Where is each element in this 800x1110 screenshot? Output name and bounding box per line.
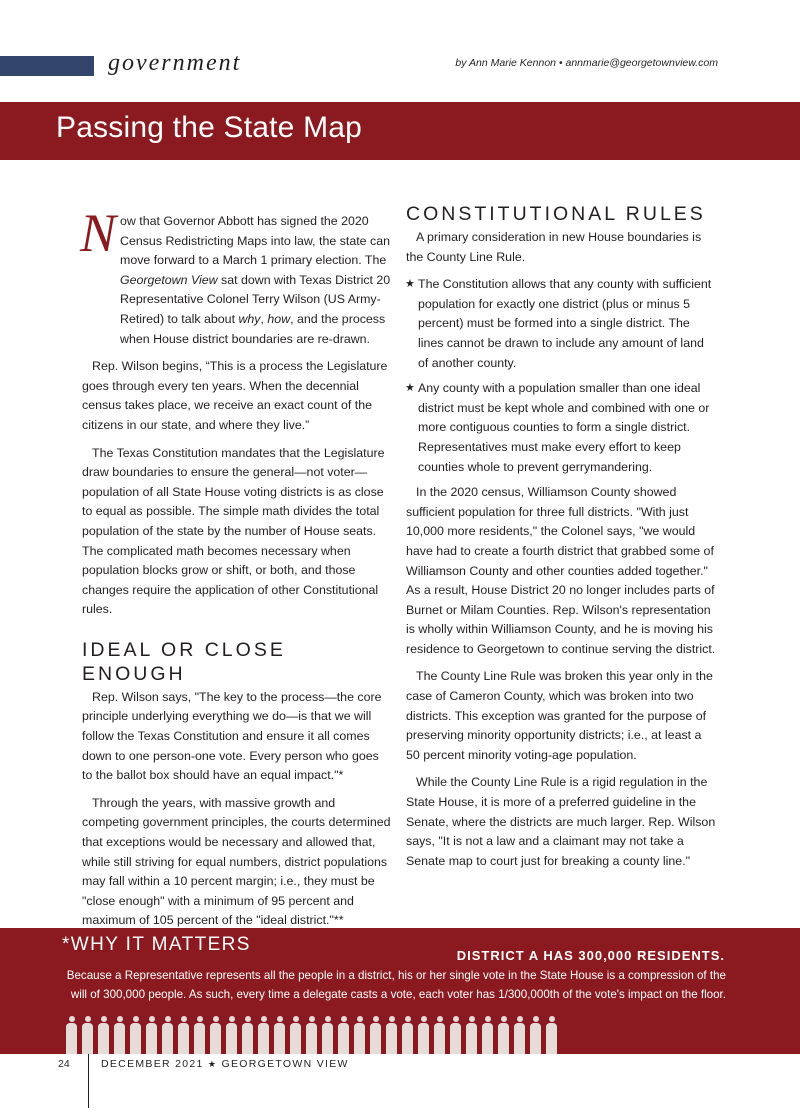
senate-paragraph: While the County Line Rule is a rigid regulation in the State House, it is more of a preferred guideline in the Senate, where the districts are much larger. Rep. Wilson says, "It is not a law and a claimant may not take a Senate map to court just for breaking a county line.": [406, 775, 716, 868]
star-bullet-icon: ★: [405, 278, 415, 291]
person-icon: [274, 1016, 285, 1054]
header-color-band: [0, 56, 94, 76]
person-icon: [434, 1016, 445, 1054]
footer-issue: DECEMBER 2021: [101, 1058, 204, 1070]
drop-cap: N: [80, 203, 117, 263]
person-icon: [386, 1016, 397, 1054]
bullet-item: [406, 379, 716, 477]
people-icon-row: [66, 1016, 566, 1056]
intro-text-c: , and the process when House district boundaries are re-drawn.: [120, 311, 386, 346]
person-icon: [162, 1016, 173, 1054]
person-icon: [514, 1016, 525, 1054]
star-bullet-icon: ★: [405, 382, 415, 395]
person-icon: [258, 1016, 269, 1054]
person-icon: [450, 1016, 461, 1054]
why-it-matters-heading: *WHY IT MATTERS: [62, 934, 251, 955]
footer-publication: GEORGETOWN VIEW: [221, 1058, 349, 1070]
person-icon: [530, 1016, 541, 1054]
section-label: government: [108, 50, 242, 76]
person-icon: [114, 1016, 125, 1054]
person-icon: [290, 1016, 301, 1054]
bullet-item: [406, 275, 716, 373]
left-column: [80, 203, 392, 939]
person-icon: [418, 1016, 429, 1054]
person-icon: [498, 1016, 509, 1054]
footer-divider: [88, 1054, 89, 1108]
bullet-text: Any county with a population smaller than one ideal district must be kept whole and combined with one or more contiguous counties to form a single district. Representatives must make every effort to keep counties whole to prevent gerrymandering.: [418, 381, 710, 474]
bullet-text: The Constitution allows that any county with sufficient population for exactly one district (plus or minus 5 percent) must be formed into a single district. The lines cannot be drawn to include any amount of land of another county.: [418, 277, 712, 370]
person-icon: [370, 1016, 381, 1054]
footer-issue-line: [101, 1058, 349, 1070]
courts-paragraph: Through the years, with massive growth and competing government principles, the courts determined that exceptions would be necessary and allowed that, while still striving for equal numbers, district populations may fall within a 10 percent margin; i.e., they must be "close enough" with a minimum of 95 percent and maximum of 105 percent of the "ideal district."**: [82, 795, 391, 928]
person-icon: [226, 1016, 237, 1054]
star-separator-icon: ★: [207, 1059, 218, 1069]
person-icon: [402, 1016, 413, 1054]
person-icon: [66, 1016, 77, 1054]
person-icon: [98, 1016, 109, 1054]
person-icon: [242, 1016, 253, 1054]
subheading-constitutional: CONSTITUTIONAL RULES: [406, 203, 706, 225]
wilson-quote-paragraph: Rep. Wilson begins, “This is a process the Legislature goes through every ten years. When the decennial census takes place, we receive an exact count of the citizens in our state, and where they live.”: [82, 359, 388, 432]
person-icon: [546, 1016, 557, 1054]
person-icon: [322, 1016, 333, 1054]
intro-text-a: ow that Governor Abbott has signed the 2020 Census Redistricting Maps into law, the state can move forward to a March 1 primary election. The: [120, 214, 390, 268]
intro-comma: ,: [260, 311, 268, 326]
person-icon: [210, 1016, 221, 1054]
publication-name: Georgetown View: [120, 272, 218, 287]
person-icon: [466, 1016, 477, 1054]
subheading-ideal: IDEAL OR CLOSE ENOUGH: [82, 638, 286, 685]
person-icon: [306, 1016, 317, 1054]
person-icon: [178, 1016, 189, 1054]
page-title: Passing the State Map: [56, 111, 363, 144]
cameron-paragraph: The County Line Rule was broken this year only in the case of Cameron County, which was broken into two districts. This exception was granted for the purpose of preserving minority opportunity districts; i.e., at least a 50 percent minority voting-age population.: [406, 669, 713, 762]
person-icon: [194, 1016, 205, 1054]
district-subheading: DISTRICT A HAS 300,000 RESIDENTS.: [456, 948, 725, 963]
right-column: [406, 202, 716, 879]
williamson-paragraph: In the 2020 census, Williamson County showed sufficient population for three full districts. "With just 10,000 more residents," the Colonel says, "we would have had to create a fourth district that grabbed some of Williamson County and other counties added together." As a result, House District 20 no longer includes parts of Burnet or Milam Counties. Rep. Wilson's representation is wholly within Williamson County, and he is moving his residence to Georgetown to continue serving the district.: [406, 485, 716, 656]
key-process-paragraph: Rep. Wilson says, "The key to the process—the core principle underlying everything we do—is that we will follow the Texas Constitution and ensure it all comes down to one person-one vote. Every person who goes to the ballot box should have an equal impact."*: [82, 689, 382, 783]
person-icon: [482, 1016, 493, 1054]
page-number: 24: [58, 1058, 70, 1070]
emphasis-why: why: [238, 311, 261, 326]
author-byline: by Ann Marie Kennon • annmarie@georgetownview.com: [455, 57, 718, 69]
emphasis-how: how: [267, 311, 291, 326]
intro-text-b: sat down with Texas District 20 Representative Colonel Terry Wilson (US Army-Retired) to talk about: [120, 272, 391, 326]
person-icon: [146, 1016, 157, 1054]
person-icon: [354, 1016, 365, 1054]
intro-paragraph: [80, 203, 392, 349]
why-it-matters-body: Because a Representative represents all the people in a district, his or her single vote in the State House is a compression of the will of 300,000 people. As such, every time a delegate casts a vote, each voter has 1/300,000th of the vote's impact on the floor.: [66, 969, 726, 1002]
county-line-intro: A primary consideration in new House boundaries is the County Line Rule.: [406, 230, 702, 264]
person-icon: [82, 1016, 93, 1054]
person-icon: [130, 1016, 141, 1054]
constitution-paragraph: The Texas Constitution mandates that the Legislature draw boundaries to ensure the general—not voter—population of all State House voting districts is as close to equal as possible. The simple math divides the total population of the state by the number of House seats. The complicated math becomes necessary when population blocks grow or shift, or both, and those changes require the application of other Constitutional rules.: [82, 445, 385, 617]
person-icon: [338, 1016, 349, 1054]
